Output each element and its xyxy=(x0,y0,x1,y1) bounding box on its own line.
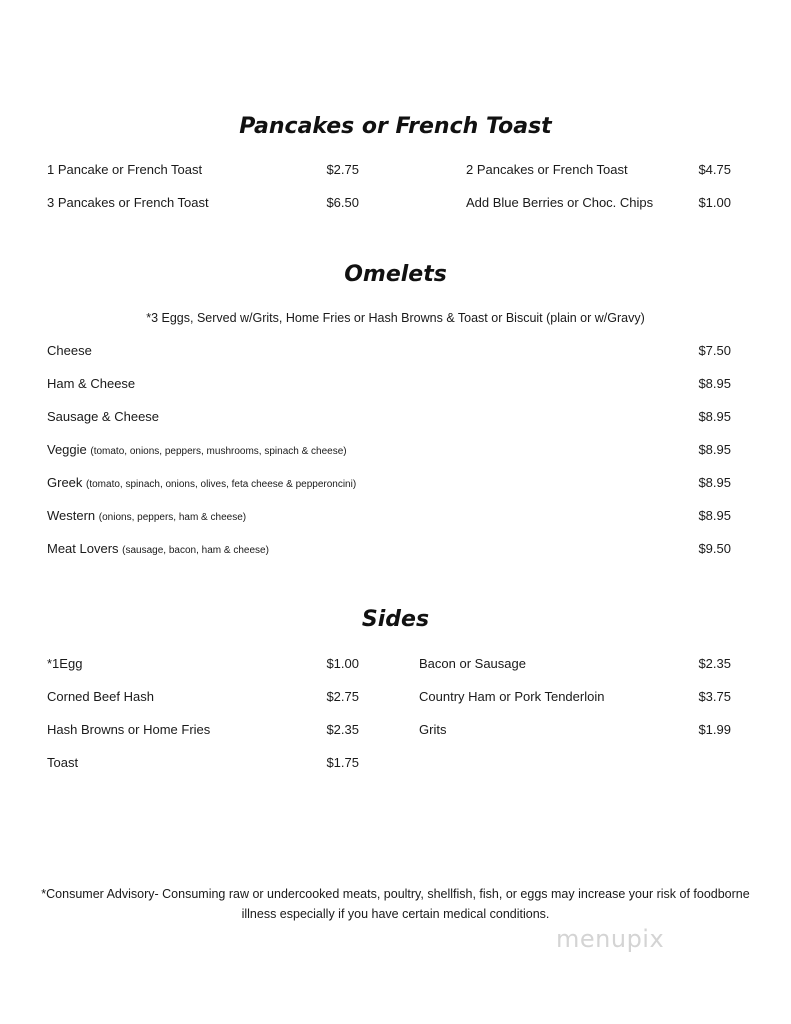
pancakes-title: Pancakes or French Toast xyxy=(239,114,552,139)
consumer-advisory: *Consumer Advisory- Consuming raw or undercooked meats, poultry, shellfish, fish, or eggs may increase your risk of foodborne illness especially if you have certain medical conditions. xyxy=(41,887,750,921)
menu-item-name: 2 Pancakes or French Toast xyxy=(466,162,628,177)
menu-item-desc: (onions, peppers, ham & cheese) xyxy=(98,512,247,523)
menu-item-price: $8.95 xyxy=(698,442,731,457)
menu-item-name: Toast xyxy=(47,755,79,770)
menu-item-name: Hash Browns or Home Fries xyxy=(47,722,211,737)
menu-item-price: $6.50 xyxy=(326,195,359,210)
menu-item-desc: (tomato, spinach, onions, olives, feta cheese & pepperoncini) xyxy=(86,479,357,490)
menu-item-price: $7.50 xyxy=(698,343,731,358)
menu-item-price: $1.00 xyxy=(326,656,359,671)
menu-item-price: $8.95 xyxy=(698,475,731,490)
menu-item-price: $3.75 xyxy=(698,689,731,704)
menu-item-price: $2.75 xyxy=(326,689,359,704)
menu-item-price: $1.99 xyxy=(698,722,731,737)
menu-item-name: Veggie (tomato, onions, peppers, mushrooms, spinach & cheese) xyxy=(47,442,347,457)
menu-item-name: Country Ham or Pork Tenderloin xyxy=(419,689,605,704)
menu-item-name: Ham & Cheese xyxy=(47,376,136,391)
menu-item-price: $1.75 xyxy=(326,755,359,770)
omelets-title: Omelets xyxy=(344,262,447,287)
menupix-watermark: menupix xyxy=(556,925,665,953)
menu-item-name: *1Egg xyxy=(47,656,83,671)
menu-item-name: Corned Beef Hash xyxy=(47,689,154,704)
menu-item-name: Western (onions, peppers, ham & cheese) xyxy=(47,508,247,523)
menu-item-name: Sausage & Cheese xyxy=(47,409,160,424)
menu-item-price: $8.95 xyxy=(698,508,731,523)
menu-item-price: $2.75 xyxy=(326,162,359,177)
menu-item-price: $1.00 xyxy=(698,195,731,210)
menu-item-price: $9.50 xyxy=(698,541,731,556)
menu-item-name: Meat Lovers (sausage, bacon, ham & cheese) xyxy=(47,541,269,556)
menu-item-price: $8.95 xyxy=(698,409,731,424)
menu-item-price: $2.35 xyxy=(698,656,731,671)
menu-item-desc: (tomato, onions, peppers, mushrooms, spinach & cheese) xyxy=(90,446,347,457)
menu-item-name: Cheese xyxy=(47,343,92,358)
menu-item-name: Grits xyxy=(419,722,447,737)
menu-item-price: $2.35 xyxy=(326,722,359,737)
menu-item-price: $8.95 xyxy=(698,376,731,391)
menu-item-name: 3 Pancakes or French Toast xyxy=(47,195,209,210)
menu-item-name: Add Blue Berries or Choc. Chips xyxy=(466,195,654,210)
menu-item-price: $4.75 xyxy=(698,162,731,177)
sides-title: Sides xyxy=(361,607,430,632)
menu-item-name: 1 Pancake or French Toast xyxy=(47,162,203,177)
menu-item-name: Bacon or Sausage xyxy=(419,656,526,671)
menu-item-name: Greek (tomato, spinach, onions, olives, feta cheese & pepperoncini) xyxy=(47,475,357,490)
menu-item-desc: (sausage, bacon, ham & cheese) xyxy=(122,545,269,556)
omelets-note: *3 Eggs, Served w/Grits, Home Fries or Hash Browns & Toast or Biscuit (plain or w/Gravy) xyxy=(146,311,645,325)
